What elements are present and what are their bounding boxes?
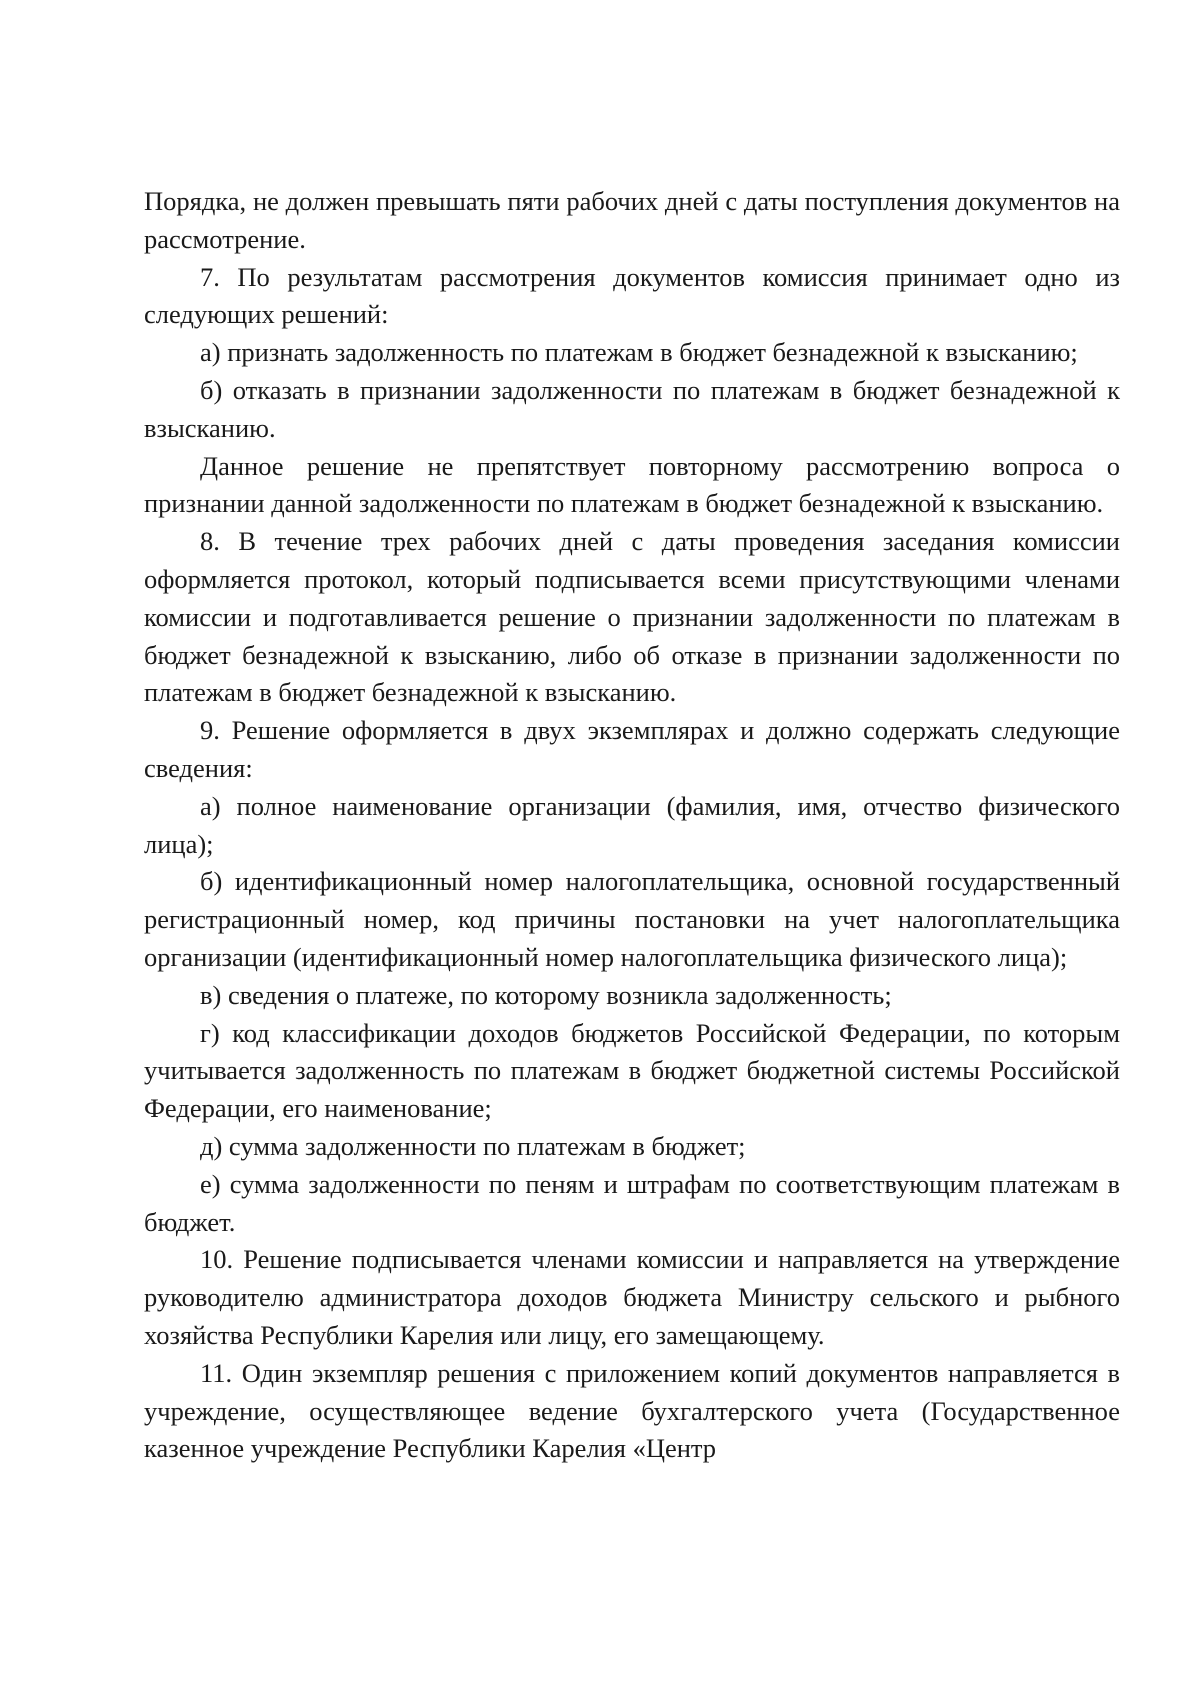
document-body [144,183,1120,1468]
paragraph-item-9a: а) полное наименование организации (фамилия, имя, отчество физического лица); [144,790,1120,859]
paragraph-item-7b: б) отказать в признании задолженности по платежам в бюджет безнадежной к взысканию. [144,374,1120,443]
paragraph-item-9f: е) сумма задолженности по пеням и штрафам по соответствующим платежам в бюджет. [144,1168,1120,1237]
paragraph-decision-note: Данное решение не препятствует повторному рассмотрению вопроса о признании данной задолженности по платежам в бюджет безнадежной к взысканию. [144,450,1120,519]
paragraph-item-11: 11. Один экземпляр решения с приложением копий документов направляется в учреждение, осуществляющее ведение бухгалтерского учета (Государственное казенное учреждение Республики Карелия «Центр [144,1357,1120,1464]
paragraph-item-9e: д) сумма задолженности по платежам в бюджет; [200,1130,746,1161]
paragraph-item-7a: а) признать задолженность по платежам в бюджет безнадежной к взысканию; [200,337,1078,368]
paragraph-item-10: 10. Решение подписывается членами комиссии и направляется на утверждение руководителю администратора доходов бюджета Министру сельского и рыбного хозяйства Республики Карелия или лицу, его замещающему. [144,1244,1120,1350]
paragraph-item-9d: г) код классификации доходов бюджетов Российской Федерации, по которым учитывается задолженность по платежам в бюджет бюджетной системы Российской Федерации, его наименование; [144,1017,1120,1124]
paragraph-item-9c: в) сведения о платеже, по которому возникла задолженность; [200,979,892,1010]
paragraph-item-7: 7. По результатам рассмотрения документов комиссия принимает одно из следующих решений: [144,261,1120,330]
paragraph-continuation: Порядка, не должен превышать пяти рабочих дней с даты поступления документов на рассмотрение. [144,186,1120,254]
paragraph-item-8: 8. В течение трех рабочих дней с даты проведения заседания комиссии оформляется протокол, который подписывается всеми присутствующими членами комиссии и подготавливается решение о признании задолженности по платежам в бюджет безнадежной к взысканию, либо об отказе в признании задолженности по платежам в бюджет безнадежной к взысканию. [144,526,1120,708]
paragraph-item-9: 9. Решение оформляется в двух экземплярах и должно содержать следующие сведения: [144,715,1120,783]
paragraph-item-9b: б) идентификационный номер налогоплательщика, основной государственный регистрационный номер, код причины постановки на учет налогоплательщика организации (идентификационный номер налогоплательщика физического лица); [144,866,1120,972]
